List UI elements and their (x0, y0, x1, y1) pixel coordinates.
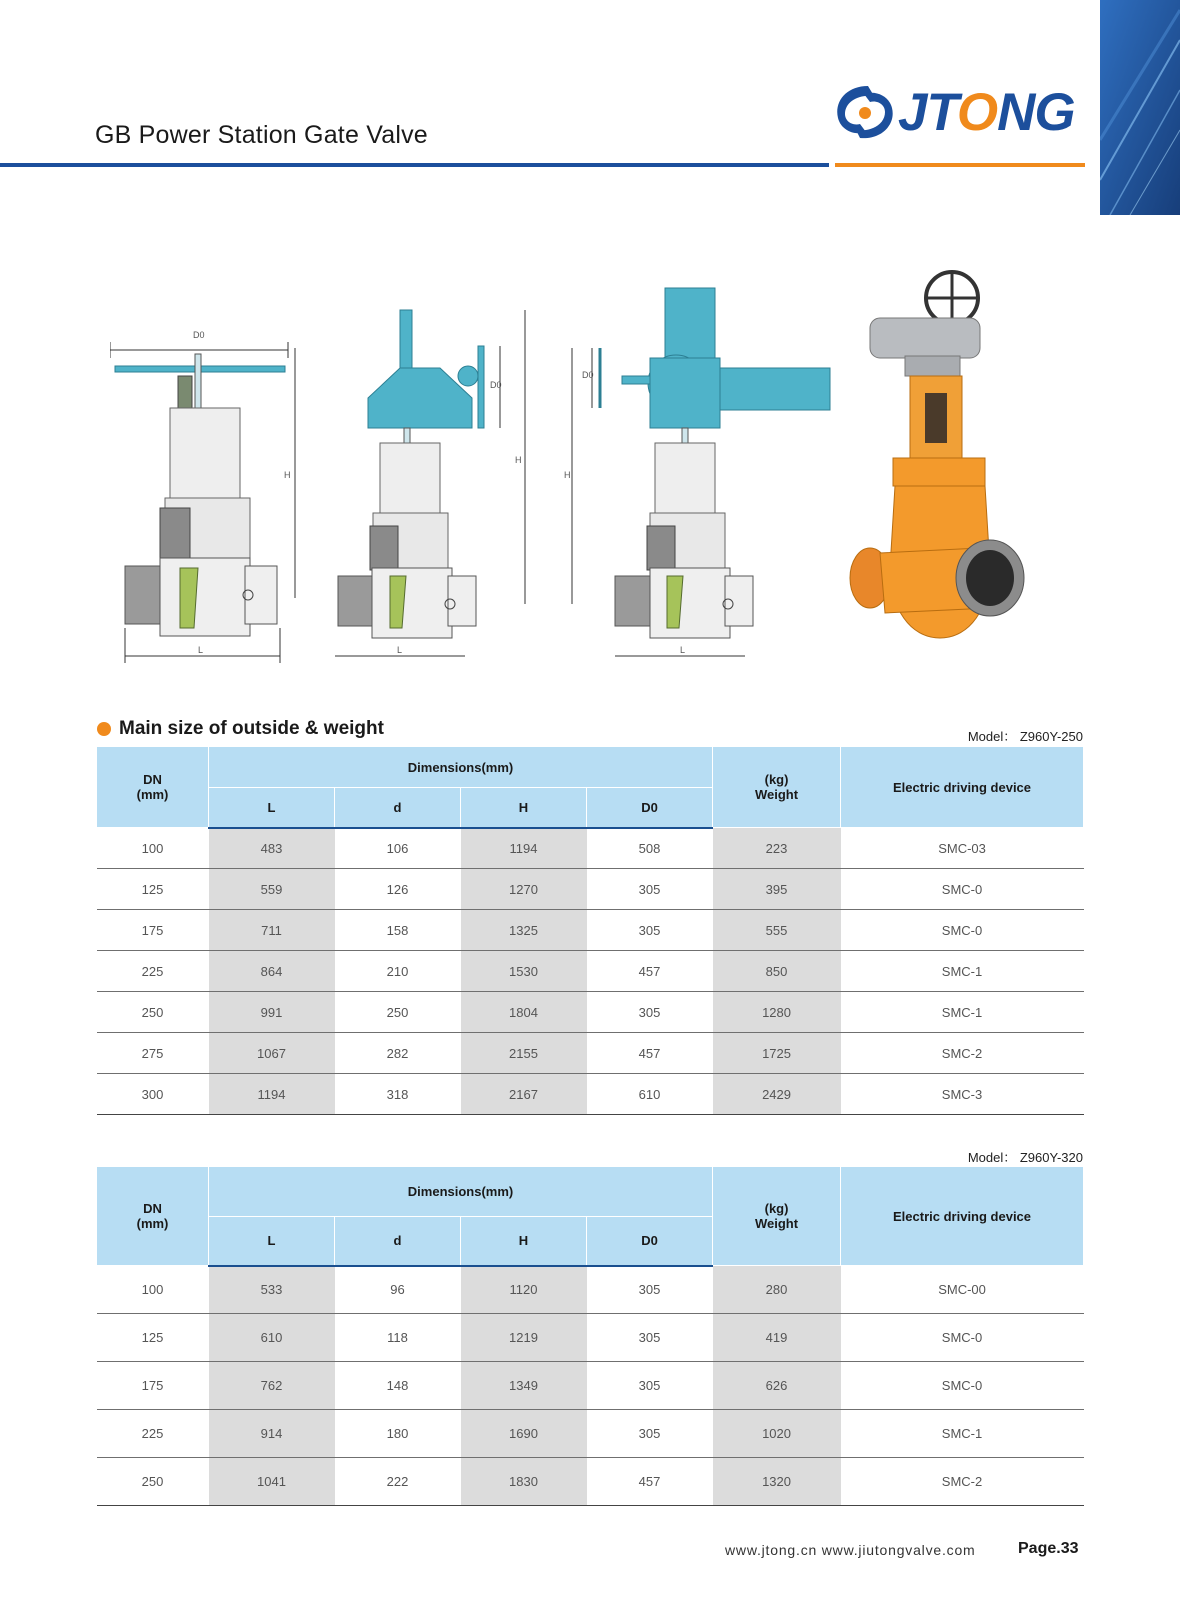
cell-device: SMC-2 (841, 1033, 1084, 1074)
cell-h: 1804 (461, 992, 587, 1033)
cell-h: 1194 (461, 828, 587, 869)
cell-device: SMC-0 (841, 1314, 1084, 1362)
header-l: L (209, 1217, 335, 1266)
drawing3-label-d0: D0 (582, 370, 594, 380)
cell-dn: 225 (97, 951, 209, 992)
cell-d: 282 (335, 1033, 461, 1074)
cell-weight: 280 (713, 1266, 841, 1314)
cell-l: 762 (209, 1362, 335, 1410)
table2-body (97, 1266, 1084, 1506)
cell-d0: 610 (587, 1074, 713, 1115)
cell-weight: 2429 (713, 1074, 841, 1115)
cell-dn: 175 (97, 910, 209, 951)
cell-device: SMC-0 (841, 869, 1084, 910)
drawing-handwheel-valve (110, 342, 295, 663)
cell-weight: 626 (713, 1362, 841, 1410)
cell-d0: 305 (587, 1362, 713, 1410)
cell-weight: 555 (713, 910, 841, 951)
header-d0: D0 (587, 788, 713, 828)
cell-h: 1830 (461, 1458, 587, 1506)
table1-body (97, 828, 1084, 1115)
drawing1-label-l: L (198, 645, 204, 655)
table-row (97, 1458, 1084, 1506)
cell-dn: 225 (97, 1410, 209, 1458)
cell-d0: 305 (587, 910, 713, 951)
cell-dn: 100 (97, 1266, 209, 1314)
cell-d: 96 (335, 1266, 461, 1314)
cell-d0: 457 (587, 1033, 713, 1074)
header-rule-orange (835, 163, 1085, 167)
cell-dn: 125 (97, 869, 209, 910)
cell-weight: 419 (713, 1314, 841, 1362)
cell-l: 864 (209, 951, 335, 992)
cell-dn: 125 (97, 1314, 209, 1362)
drawing2-label-d0: D0 (490, 380, 502, 390)
cell-d: 158 (335, 910, 461, 951)
cell-weight: 223 (713, 828, 841, 869)
cell-d: 180 (335, 1410, 461, 1458)
cell-dn: 275 (97, 1033, 209, 1074)
cell-d: 118 (335, 1314, 461, 1362)
cell-l: 533 (209, 1266, 335, 1314)
cell-d: 222 (335, 1458, 461, 1506)
drawing2-label-l: L (397, 645, 403, 655)
header-d0: D0 (587, 1217, 713, 1266)
cell-l: 559 (209, 869, 335, 910)
cell-l: 1194 (209, 1074, 335, 1115)
cell-h: 1325 (461, 910, 587, 951)
drawing3-label-l: L (680, 645, 686, 655)
cell-d0: 457 (587, 1458, 713, 1506)
cell-device: SMC-1 (841, 951, 1084, 992)
valve-drawings (110, 268, 1070, 688)
table-row (97, 1033, 1084, 1074)
brand-logo (830, 78, 1090, 148)
cell-weight: 1725 (713, 1033, 841, 1074)
cell-device: SMC-03 (841, 828, 1084, 869)
logo-wordmark: JTONG (898, 83, 1075, 142)
cell-dn: 100 (97, 828, 209, 869)
cell-h: 2155 (461, 1033, 587, 1074)
page-title: GB Power Station Gate Valve (95, 121, 428, 149)
cell-l: 1041 (209, 1458, 335, 1506)
table-row (97, 1362, 1084, 1410)
cell-weight: 1020 (713, 1410, 841, 1458)
drawing1-label-h: H (284, 470, 291, 480)
header-weight: (kg) Weight (713, 1167, 841, 1266)
cell-d: 106 (335, 828, 461, 869)
header-device: Electric driving device (841, 747, 1084, 828)
cell-d0: 305 (587, 1266, 713, 1314)
cell-h: 1349 (461, 1362, 587, 1410)
drawing-gear-valve (335, 310, 525, 656)
cell-l: 711 (209, 910, 335, 951)
cell-weight: 395 (713, 869, 841, 910)
cell-h: 2167 (461, 1074, 587, 1115)
drawing-electric-valve (572, 288, 830, 656)
cell-d0: 305 (587, 869, 713, 910)
cell-weight: 850 (713, 951, 841, 992)
logo-swirl-icon (830, 78, 900, 148)
table-row (97, 1074, 1084, 1115)
cell-weight: 1280 (713, 992, 841, 1033)
cell-d: 250 (335, 992, 461, 1033)
table-row (97, 869, 1084, 910)
model-label-table1: Model： Z960Y-250 (967, 729, 1083, 744)
cell-device: SMC-1 (841, 1410, 1084, 1458)
drawing2-label-h: H (515, 455, 522, 465)
cell-h: 1690 (461, 1410, 587, 1458)
cell-device: SMC-00 (841, 1266, 1084, 1314)
cell-dn: 250 (97, 1458, 209, 1506)
table-row (97, 828, 1084, 869)
valve-photo (850, 272, 1024, 638)
drawing3-label-h: H (564, 470, 571, 480)
footer-websites: www.jtong.cn www.jiutongvalve.com (725, 1542, 976, 1558)
cell-d: 126 (335, 869, 461, 910)
cell-device: SMC-1 (841, 992, 1084, 1033)
cell-device: SMC-0 (841, 910, 1084, 951)
cell-l: 483 (209, 828, 335, 869)
drawing1-label-d0: D0 (193, 330, 205, 340)
header-device: Electric driving device (841, 1167, 1084, 1266)
cell-d0: 457 (587, 951, 713, 992)
cell-d0: 305 (587, 1314, 713, 1362)
cell-h: 1219 (461, 1314, 587, 1362)
cell-d: 148 (335, 1362, 461, 1410)
cell-d: 318 (335, 1074, 461, 1115)
header-rule-blue (0, 163, 829, 167)
table-row (97, 1314, 1084, 1362)
table-row (97, 951, 1084, 992)
header-h: H (461, 1217, 587, 1266)
cell-device: SMC-3 (841, 1074, 1084, 1115)
spec-table-z960y-320 (96, 1166, 1084, 1506)
corner-graphic (1100, 0, 1180, 215)
spec-table-z960y-250 (96, 746, 1084, 1115)
cell-d0: 508 (587, 828, 713, 869)
header-d: d (335, 788, 461, 828)
page-number: Page.33 (1018, 1540, 1079, 1557)
model-label-table2: Model： Z960Y-320 (967, 1150, 1083, 1165)
cell-d0: 305 (587, 992, 713, 1033)
cell-weight: 1320 (713, 1458, 841, 1506)
section-heading (97, 718, 384, 740)
cell-h: 1120 (461, 1266, 587, 1314)
header-dimensions: Dimensions(mm) (209, 747, 713, 788)
header-dn: DN (mm) (97, 1167, 209, 1266)
cell-dn: 175 (97, 1362, 209, 1410)
cell-device: SMC-0 (841, 1362, 1084, 1410)
cell-l: 991 (209, 992, 335, 1033)
table-row (97, 992, 1084, 1033)
cell-h: 1530 (461, 951, 587, 992)
header-dimensions: Dimensions(mm) (209, 1167, 713, 1217)
cell-d: 210 (335, 951, 461, 992)
header-h: H (461, 788, 587, 828)
header-weight: (kg) Weight (713, 747, 841, 828)
table-row (97, 910, 1084, 951)
cell-l: 914 (209, 1410, 335, 1458)
cell-dn: 300 (97, 1074, 209, 1115)
header-dn: DN (mm) (97, 747, 209, 828)
header-l: L (209, 788, 335, 828)
cell-h: 1270 (461, 869, 587, 910)
header-d: d (335, 1217, 461, 1266)
cell-dn: 250 (97, 992, 209, 1033)
cell-l: 610 (209, 1314, 335, 1362)
bullet-icon (97, 722, 111, 736)
cell-l: 1067 (209, 1033, 335, 1074)
cell-d0: 305 (587, 1410, 713, 1458)
table-row (97, 1266, 1084, 1314)
cell-device: SMC-2 (841, 1458, 1084, 1506)
section-heading-text: Main size of outside & weight (119, 718, 384, 739)
table-row (97, 1410, 1084, 1458)
